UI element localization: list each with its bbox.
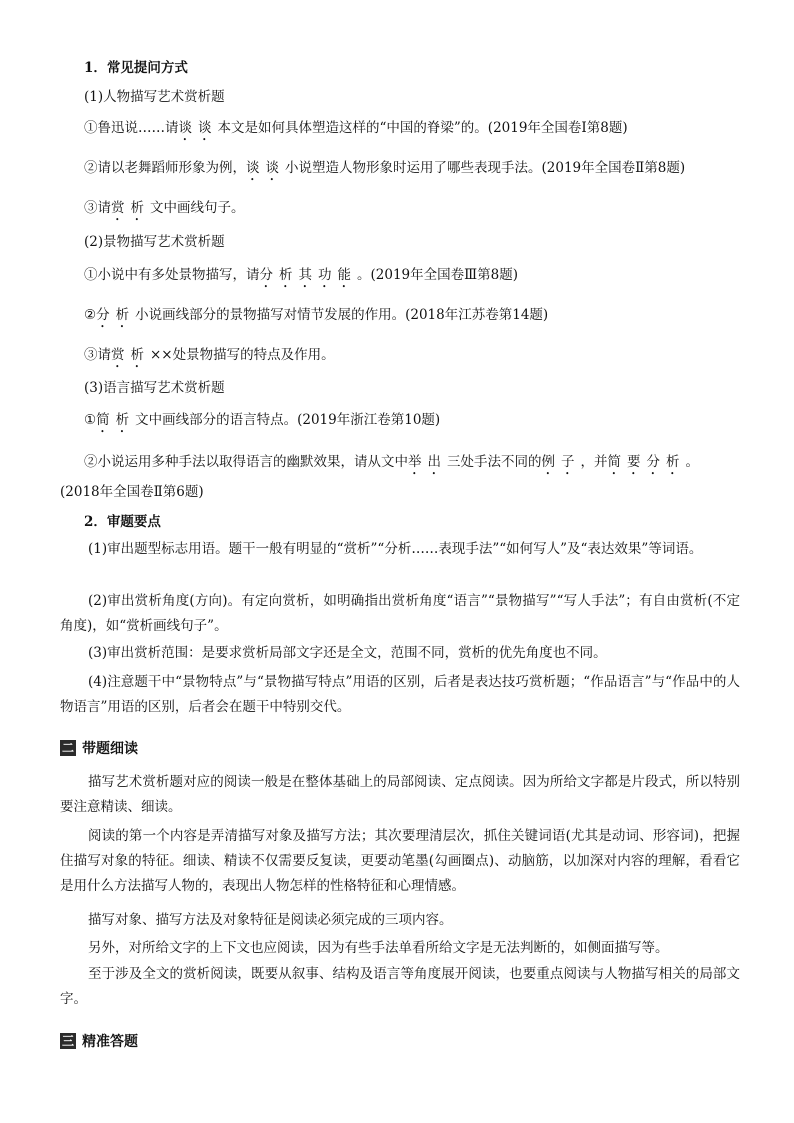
question-1a [60,118,764,144]
emphasis-text: 例子 [541,454,581,470]
section-heading-reading [60,738,138,758]
review-point-3: (3)审出赏析范围：是要求赏析局部文字还是全文，范围不同，赏析的优先角度也不同。 [88,645,607,661]
emphasis-text: 分析 [96,307,136,323]
subheading-character: (1)人物描写艺术赏析题 [84,89,225,105]
subheading-scenery: (2)景物描写艺术赏析题 [84,234,225,250]
text-segment: 小说塑造人物形象时运用了哪些表现手法。(2019年全国卷Ⅱ第8题) [285,160,686,176]
section-number-badge: 二 [61,741,74,755]
emphasis-text: 赏析 [111,200,150,216]
text-segment: ② [84,307,97,323]
emphasis-text: 谈谈 [178,120,218,136]
text-segment: ③请 [84,200,111,216]
text-segment: 三处手法不同的 [447,454,542,470]
emphasis-text: 简析 [96,412,136,428]
reading-paragraph-4: 另外，对所给文字的上下文也应阅读，因为有些手法单看所给文字是无法判断的，如侧面描写等。 [88,940,669,956]
review-point-1: (1)审出题型标志用语。题干一般有明显的“赏析”“分析……表现手法”“如何写人”及“表达效果”等词语。 [88,541,703,557]
text-segment: 。 [685,454,699,470]
text-segment: 。(2019年全国卷Ⅲ第8题) [357,267,518,283]
emphasis-text: 赏析 [111,347,150,363]
part2-heading: 2．审题要点 [84,514,161,530]
section-title: 带题细读 [82,741,138,757]
emphasis-text: 举出 [408,454,447,470]
text-segment: ②小说运用多种手法以取得语言的幽默效果，请从文中 [84,454,408,470]
text-segment: ①小说中有多处景物描写，请 [84,267,260,283]
question-2a [60,265,764,291]
question-1b [60,158,764,184]
question-2c [60,345,764,371]
text-segment: 本文是如何具体塑造这样的“中国的脊梁”的。(2019年全国卷Ⅰ第8题) [217,120,628,136]
text-segment: 文中画线句子。 [150,200,245,216]
reading-paragraph-2: 阅读的第一个内容是弄清描写对象及描写方法；其次要理清层次，抓住关键词语(尤其是动词、形容词)，把握住描写对象的特征。细读、精读不仅需要反复读，更要动笔墨(勾画圈点)、动脑筋，以加深对内容的理解，看看它是用什么方法描写人物的，表现出人物怎样的性格特征和心理情感。 [60,828,740,894]
emphasis-text: 简要分析 [607,454,686,470]
review-point-4: (4)注意题干中“景物特点”与“景物描写特点”用语的区别，后者是表达技巧赏析题；“作品语言”与“作品中的人物语言”用语的区别，后者会在题干中特别交代。 [60,674,740,715]
question-3b [60,452,764,478]
section-heading-answer [60,1031,138,1051]
text-segment: ，并 [580,454,608,470]
part1-heading: 1．常见提问方式 [84,60,188,76]
review-point-2: (2)审出赏析角度(方向)。有定向赏析，如明确指出赏析角度“语言”“景物描写”“写人手法”；有自由赏析(不定角度)，如“赏析画线句子”。 [60,593,740,634]
text-segment: 文中画线部分的语言特点。(2019年浙江卷第10题) [135,412,441,428]
text-segment: ②请以老舞蹈师形象为例， [84,160,246,176]
text-segment: ① [84,412,97,428]
question-1c [60,198,764,224]
emphasis-text: 分析其功能 [259,267,357,283]
section-title: 精准答题 [82,1034,138,1050]
text-segment: ③请 [84,347,111,363]
subheading-language: (3)语言描写艺术赏析题 [84,380,225,396]
question-2b [60,305,764,331]
reading-paragraph-3: 描写对象、描写方法及对象特征是阅读必须完成的三项内容。 [88,912,453,928]
question-3a [60,410,764,436]
text-segment: ××处景物描写的特点及作用。 [150,347,335,363]
section-number-badge: 三 [61,1034,74,1048]
text-segment: ①鲁迅说……请 [84,120,179,136]
text-segment: 小说画线部分的景物描写对情节发展的作用。(2018年江苏卷第14题) [135,307,549,323]
reading-paragraph-5: 至于涉及全文的赏析阅读，既要从叙事、结构及语言等角度展开阅读，也要重点阅读与人物描写相关的局部文字。 [60,966,740,1007]
reading-paragraph-1: 描写艺术赏析题对应的阅读一般是在整体基础上的局部阅读、定点阅读。因为所给文字都是片段式，所以特别要注意精读、细读。 [60,774,740,815]
emphasis-text: 谈谈 [246,160,285,176]
question-3b-source: (2018年全国卷Ⅱ第6题) [60,484,204,500]
